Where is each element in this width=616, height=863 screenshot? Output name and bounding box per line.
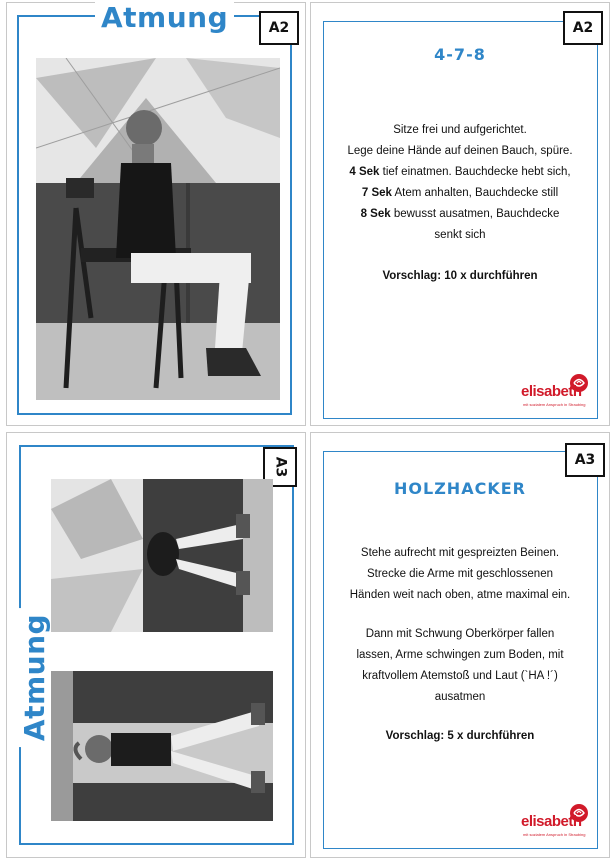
card-id-badge: A2: [259, 11, 299, 45]
card-id-badge: A2: [563, 11, 603, 45]
exercise-photo-bent-over: [51, 479, 273, 632]
instruction-line: 8 Sek bewusst ausatmen, Bauchdecke: [360, 208, 560, 220]
instruction-line: Strecke die Arme mit geschlossenen: [366, 568, 553, 580]
exercise-title: 4-7-8: [434, 45, 486, 64]
elisabeth-logo: elisabeth mit sozialem Anspruch in Straubing: [521, 373, 591, 407]
card-a2-back: [310, 2, 610, 426]
instruction-line: Dann mit Schwung Oberkörper fallen: [365, 628, 555, 640]
instruction-line: senkt sich: [434, 229, 486, 241]
card-a2-front: [6, 2, 306, 426]
card-a3-front: [6, 432, 306, 858]
card-id-badge: A3: [565, 443, 605, 477]
elisabeth-logo: elisabeth mit sozialem Anspruch in Straubing: [521, 803, 591, 837]
exercise-instructions: [331, 120, 589, 287]
category-title: Atmung: [18, 608, 51, 747]
exercise-instructions: [331, 543, 589, 747]
suggestion-text: Vorschlag: 5 x durchführen: [385, 730, 535, 742]
exercise-photo-arms-up: [51, 671, 273, 821]
card-a3-back: [310, 432, 610, 858]
instruction-line: Lege deine Hände auf deinen Bauch, spüre.: [347, 145, 573, 157]
instruction-line: ausatmen: [434, 691, 486, 703]
exercise-title: HOLZHACKER: [394, 479, 526, 498]
suggestion-text: Vorschlag: 10 x durchführen: [382, 270, 538, 282]
instruction-line: Stehe aufrecht mit gespreizten Beinen.: [360, 547, 560, 559]
instruction-line: Sitze frei und aufgerichtet.: [393, 124, 527, 136]
exercise-photo-seated: [36, 58, 280, 400]
card-id-badge: A3: [263, 447, 297, 487]
category-title: Atmung: [95, 1, 234, 34]
instruction-line: kraftvollem Atemstoß und Laut (`HA !´): [362, 670, 558, 682]
instruction-line: lassen, Arme schwingen zum Boden, mit: [356, 649, 564, 661]
instruction-line: 4 Sek tief einatmen. Bauchdecke hebt sich,: [349, 166, 571, 178]
instruction-line: Händen weit nach oben, atme maximal ein.: [349, 589, 571, 601]
instruction-line: 7 Sek Atem anhalten, Bauchdecke still: [361, 187, 559, 199]
